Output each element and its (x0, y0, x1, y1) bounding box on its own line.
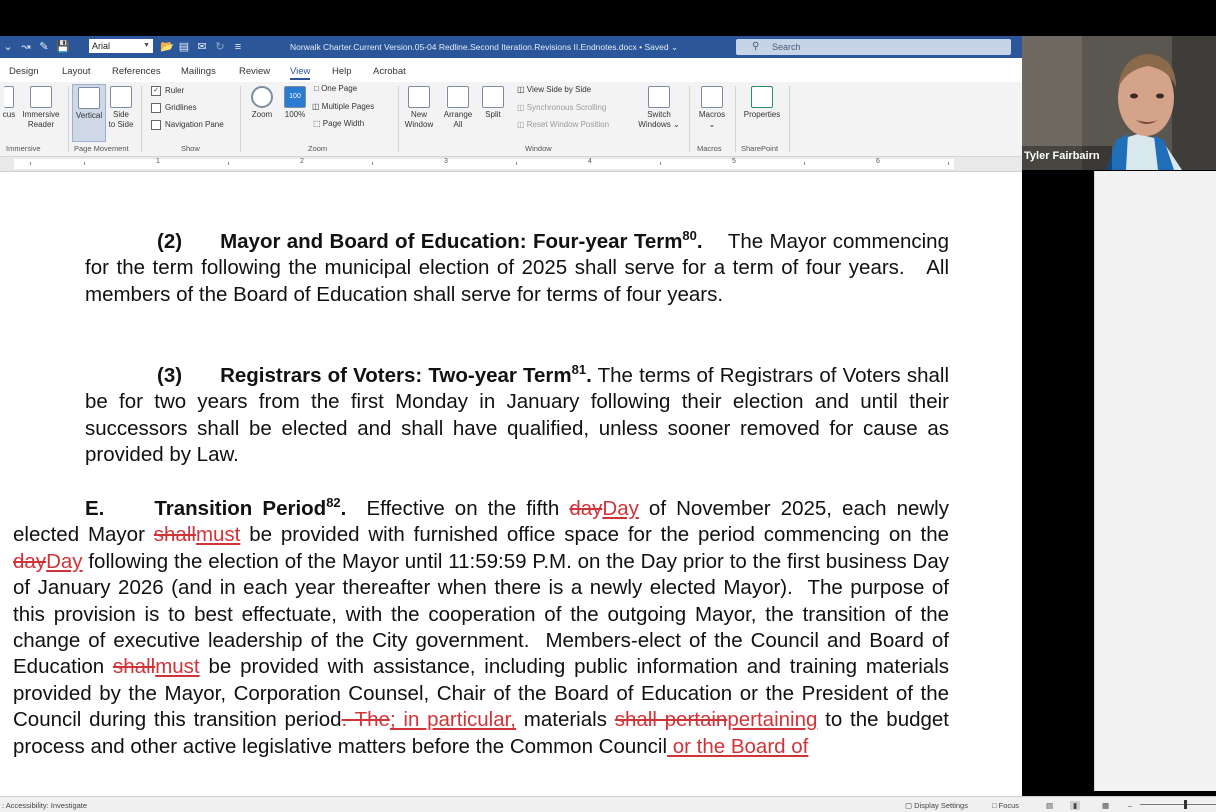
navigation-pane-label: Navigation Pane (165, 120, 224, 130)
ruler-number: 1 (156, 158, 160, 165)
inserted-text[interactable]: Day (46, 549, 83, 573)
endnote-reference[interactable]: 80 (682, 228, 697, 244)
ruler-number: 2 (300, 158, 304, 165)
read-mode-icon[interactable]: ▤ (1046, 801, 1054, 810)
immersive-reader-label: Immersive (22, 110, 60, 119)
ruler-checkbox[interactable] (151, 86, 184, 96)
paragraph-number: (2) (157, 230, 183, 253)
multiple-pages-button[interactable] (312, 102, 374, 111)
group-separator (141, 86, 142, 152)
switch-windows-button[interactable] (636, 86, 682, 130)
multiple-pages-label: Multiple Pages (321, 102, 375, 111)
save-icon[interactable]: 💾 (56, 41, 70, 53)
properties-button[interactable] (740, 86, 784, 120)
paragraph-heading: Registrars of Voters: Two-year Term (220, 364, 572, 387)
group-separator (789, 86, 790, 152)
arrange-all-button[interactable] (440, 86, 476, 130)
group-separator (689, 86, 690, 152)
synchronous-scrolling-button[interactable] (517, 103, 606, 112)
search-icon: ⚲ (752, 41, 760, 52)
display-settings-button[interactable] (905, 801, 968, 810)
format-painter-icon[interactable]: ↝ (21, 41, 31, 53)
ruler-tick (804, 162, 805, 165)
group-zoom: Zoom (308, 144, 328, 153)
text-run: of November 2025, each newly elected Mayor (13, 497, 949, 547)
vertical-button[interactable] (72, 84, 106, 142)
heading-period: . (586, 364, 592, 387)
inserted-text[interactable]: Day (602, 497, 639, 520)
inserted-text[interactable]: or the Board of (667, 734, 809, 758)
web-layout-icon[interactable]: ▦ (1102, 801, 1110, 810)
tab-references[interactable]: References (112, 66, 161, 77)
one-page-label: One Page (321, 84, 358, 93)
focus-mode-button[interactable] (992, 801, 1019, 810)
deleted-text[interactable]: . The (341, 708, 390, 732)
open-folder-icon[interactable]: 📂 (160, 41, 174, 53)
heading-period: . (340, 497, 347, 520)
switch-windows-icon (648, 86, 670, 108)
checkbox-icon (151, 120, 161, 130)
all-label: All (453, 120, 463, 129)
display-settings-label: Display Settings (914, 801, 968, 810)
switch-label: Switch (647, 110, 671, 119)
zoom-100-button[interactable] (281, 86, 309, 120)
group-page-movement: Page Movement (74, 144, 129, 153)
side-to-side-icon (110, 86, 132, 108)
document-margin-area (1094, 171, 1216, 791)
windows-label: Windows ⌄ (638, 120, 680, 129)
page-width-button[interactable] (313, 119, 364, 128)
arrange-label: Arrange (443, 110, 473, 119)
side-to-side-button[interactable] (106, 86, 136, 130)
customize-toolbar-icon[interactable]: ≡ (234, 41, 242, 53)
window-label: Window (404, 120, 434, 129)
focus-icon (4, 86, 14, 108)
gridlines-label: Gridlines (165, 103, 197, 113)
multiple-pages-icon: ◫ (312, 102, 322, 111)
text-run: be provided with furnished office space for the period commencing on the (240, 523, 950, 547)
reset-window-position-label: Reset Window Position (526, 120, 610, 129)
tab-design[interactable]: Design (9, 66, 39, 77)
print-layout-icon[interactable]: ▮ (1070, 801, 1080, 810)
ruler-tick (84, 162, 85, 165)
paragraph-3[interactable] (85, 363, 949, 469)
magnifier-icon (251, 86, 273, 108)
ruler-number: 3 (444, 158, 448, 165)
to-side-label: to Side (108, 120, 134, 129)
deleted-text[interactable]: shall (153, 523, 196, 547)
ruler-number: 6 (876, 158, 880, 165)
ruler-tick (660, 162, 661, 165)
immersive-reader-label-2: Reader (27, 120, 55, 129)
sync-scroll-icon: ◫ (517, 103, 527, 112)
focus-mode-label: Focus (998, 801, 1020, 810)
reset-window-icon: ◫ (517, 120, 527, 129)
split-button[interactable] (479, 86, 507, 120)
split-icon (482, 86, 504, 108)
paragraph-number: (3) (157, 364, 183, 387)
endnote-reference[interactable]: 82 (326, 495, 341, 511)
new-window-button[interactable] (402, 86, 436, 130)
ruler-tick (948, 162, 949, 165)
side-label: Side (112, 110, 129, 119)
inserted-text[interactable]: must (155, 655, 200, 679)
group-macros: Macros (697, 144, 722, 153)
ruler-number: 5 (732, 158, 736, 165)
ruler-tick (30, 162, 31, 165)
group-separator (240, 86, 241, 152)
macros-button[interactable] (694, 86, 730, 130)
group-separator (398, 86, 399, 152)
inserted-text[interactable]: must (195, 523, 241, 547)
deleted-text[interactable]: shall (113, 655, 156, 679)
one-page-icon: □ (314, 84, 322, 93)
view-side-by-side-button[interactable] (517, 85, 591, 94)
immersive-reader-button[interactable] (18, 86, 64, 130)
status-bar (0, 796, 1216, 812)
ruler-text-area (14, 159, 954, 169)
search-placeholder: Search (772, 42, 801, 52)
zoom-slider-thumb[interactable] (1184, 800, 1187, 809)
side-by-side-icon: ◫ (517, 85, 527, 94)
new-label: New (410, 110, 427, 119)
ruler-tick (228, 162, 229, 165)
one-page-button[interactable] (314, 84, 357, 93)
chevron-down-icon[interactable]: ▼ (143, 42, 150, 49)
inserted-text[interactable]: pertaining (727, 708, 818, 732)
heading-period: . (696, 230, 703, 253)
text-run: materials (516, 708, 615, 732)
group-separator (735, 86, 736, 152)
synchronous-scrolling-label: Synchronous Scrolling (526, 103, 607, 112)
ruler-tick (516, 162, 517, 165)
zoom-label: Zoom (251, 110, 273, 119)
group-immersive: Immersive (6, 144, 41, 153)
paragraph-heading: Mayor and Board of Education: Four-year Term (220, 230, 683, 253)
navigation-pane-checkbox[interactable] (151, 120, 224, 130)
ruler-tick (372, 162, 373, 165)
zoom-100-icon: 100 (284, 86, 306, 108)
properties-label: Properties (743, 110, 781, 119)
tab-review[interactable]: Review (239, 66, 271, 77)
deleted-text[interactable]: shall pertain (614, 708, 728, 732)
tab-layout[interactable]: Layout (62, 66, 91, 77)
horizontal-ruler[interactable] (0, 157, 1022, 172)
ruler-label: Ruler (165, 86, 185, 96)
vertical-pages-icon (78, 87, 100, 109)
checkmark-icon: ✓ (151, 86, 161, 96)
font-name-value: Arial (92, 41, 111, 51)
checkbox-icon (151, 103, 161, 113)
macros-label: Macros (698, 110, 726, 119)
highlight-icon[interactable]: ✎ (39, 41, 49, 53)
view-side-by-side-label: View Side by Side (526, 85, 592, 94)
tab-acrobat[interactable]: Acrobat (373, 66, 406, 77)
ruler-number: 4 (588, 158, 592, 165)
page-edge (1094, 171, 1095, 791)
focus-button[interactable] (0, 86, 18, 120)
redo-icon[interactable]: ↻ (215, 41, 225, 53)
zoom-button[interactable] (247, 86, 277, 120)
group-sharepoint: SharePoint (741, 144, 779, 153)
split-label: Split (485, 110, 501, 119)
inserted-text[interactable]: ; in particular, (389, 708, 517, 732)
monitor-icon: ▢ (905, 801, 915, 810)
focus-label: cus (2, 110, 16, 119)
text-run: be provided with assistance, including public information and training materials provided by the Mayor, Corporation Counsel, Chair of the Board of Education or the President of the Council during this transition period (13, 655, 950, 732)
paragraph-text: The Mayor commencing for the term following the municipal election of 2025 shall serve for a term of four years. All members of the Board of Education shall serve for terms of four years. (85, 230, 949, 306)
new-window-icon (408, 86, 430, 108)
sharepoint-properties-icon (751, 86, 773, 108)
arrange-all-icon (447, 86, 469, 108)
vertical-label: Vertical (75, 111, 103, 120)
email-icon[interactable]: ✉ (197, 41, 207, 53)
title-bar (0, 36, 1022, 58)
group-show: Show (181, 144, 200, 153)
paragraph-heading: Transition Period (154, 497, 327, 520)
group-separator (68, 86, 69, 152)
deleted-text[interactable]: day (569, 497, 603, 520)
paragraph-text: The terms of Registrars of Voters shall be for two years from the first Monday in January following their election and until their successors shall be elected and shall have qualified, unless sooner removed for cause as provided by Law. (85, 364, 950, 467)
focus-icon: □ (992, 801, 999, 810)
tab-mailings[interactable]: Mailings (181, 66, 216, 77)
zoom-100-label: 100% (284, 110, 306, 119)
ribbon (0, 82, 1022, 157)
paragraph-e[interactable] (13, 496, 949, 760)
endnote-reference[interactable]: 81 (571, 362, 587, 378)
immersive-reader-icon (30, 86, 52, 108)
text-run: Effective on the fifth (366, 497, 570, 520)
section-letter: E. (85, 497, 105, 520)
zoom-slider[interactable] (1140, 804, 1216, 805)
reset-window-position-button[interactable] (517, 120, 609, 129)
document-title[interactable]: Norwalk Charter.Current Version.05-04 Redline.Second Iteration.Revisions II.Endnotes.docx • Saved ⌄ (290, 42, 679, 52)
undo-dropdown-icon[interactable]: ⌄ (3, 41, 13, 53)
text-run: to the budget process and other active legislative matters before the Common Council (13, 708, 949, 758)
group-window: Window (525, 144, 552, 153)
macros-icon (701, 86, 723, 108)
picture-icon[interactable]: ▤ (178, 41, 190, 53)
gridlines-checkbox[interactable] (151, 103, 197, 113)
tab-help[interactable]: Help (332, 66, 352, 77)
tab-view[interactable]: View (290, 66, 310, 80)
search-input[interactable] (736, 39, 1011, 55)
paragraph-2[interactable] (85, 229, 949, 308)
chevron-down-icon: ⌄ (708, 120, 716, 129)
page-width-icon: ⬚ (313, 119, 323, 128)
participant-name: Tyler Fairbairn (1024, 150, 1100, 162)
ribbon-tabs (0, 61, 1022, 81)
text-run: following the election of the Mayor until 11:59:59 P.M. on the Day prior to the first business Day of January 2026 (and in each year thereafter when there is a newly elected Mayor). The purpose of this provision is to best effectuate, with the cooperation of the outgoing Mayor, the transition of the change of executive leadership of the City government. Members-elect of the Council and Board of Education (13, 549, 949, 679)
page-width-label: Page Width (322, 119, 365, 128)
accessibility-status[interactable]: : Accessibility: Investigate (2, 801, 88, 810)
font-name-box[interactable] (89, 39, 153, 53)
deleted-text[interactable]: day (13, 549, 47, 573)
zoom-out-icon[interactable]: – (1128, 801, 1133, 810)
